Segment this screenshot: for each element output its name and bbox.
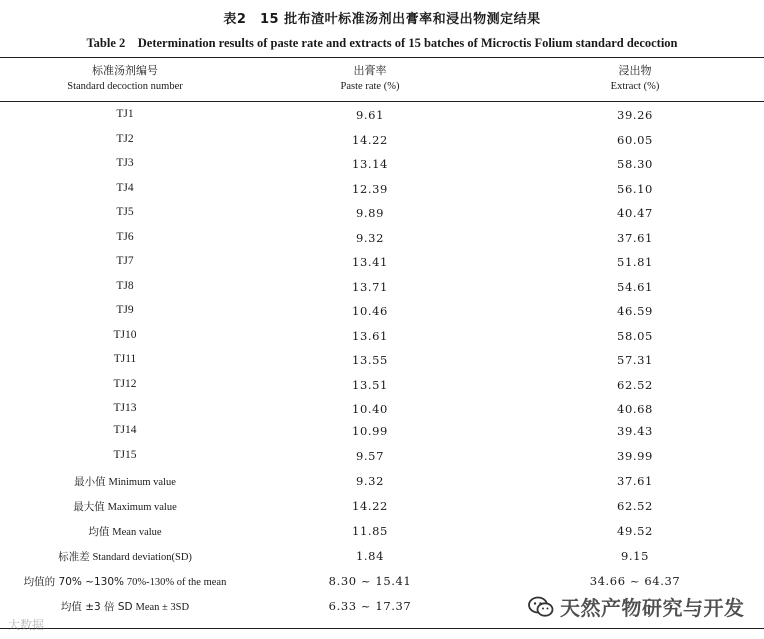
header-en: Standard decoction number [67, 81, 183, 92]
stat-label-en: 70%-130% of the mean [126, 577, 227, 588]
table-title-cn: 表2 15 批布渣叶标准汤剂出膏率和浸出物测定结果 [223, 12, 541, 27]
stat-label [0, 574, 250, 589]
stat-label-en: Mean ± 3SD [135, 602, 190, 613]
table-title-en: Table 2 Determination results of paste rate and extracts of 15 batches of Microctis Folium standard decoction [86, 36, 678, 50]
stat-label [0, 549, 250, 564]
row-paste-rate: 13.14 [352, 157, 388, 171]
row-extract: 46.59 [617, 304, 653, 318]
header-paste-rate [290, 63, 450, 95]
row-id: TJ4 [116, 181, 134, 194]
row-id: TJ9 [116, 304, 134, 316]
stat-paste-rate: 1.84 [355, 549, 384, 563]
header-en: Paste rate (%) [340, 81, 400, 92]
stat-label [0, 599, 250, 614]
row-paste-rate: 9.32 [355, 230, 384, 245]
row-extract: 60.05 [617, 132, 653, 147]
row-extract: 58.05 [617, 328, 653, 343]
table-row [0, 133, 764, 155]
table-bottom-rule [0, 628, 764, 629]
header-en: Extract (%) [610, 81, 660, 92]
stat-extract: 37.61 [617, 474, 653, 488]
table-row [0, 402, 764, 424]
header-cn: 浸出物 [618, 64, 652, 77]
stat-label-en: Maximum value [107, 502, 177, 513]
row-id: TJ7 [116, 255, 134, 267]
table-row [0, 304, 764, 326]
table-row [0, 280, 764, 302]
table-row [0, 231, 764, 253]
row-extract: 40.47 [617, 206, 653, 220]
row-paste-rate: 13.61 [352, 328, 388, 343]
row-id: TJ15 [113, 449, 137, 461]
watermark [528, 592, 745, 623]
stat-label-cn: 均值 ±3 倍 SD [60, 601, 133, 613]
row-id: TJ11 [113, 353, 137, 365]
stat-paste-rate: 14.22 [352, 499, 388, 513]
stat-label [0, 499, 250, 514]
row-paste-rate: 13.71 [352, 279, 388, 294]
header-decoction-number [30, 63, 220, 95]
stat-label-en: Mean value [112, 527, 162, 538]
row-extract: 39.99 [617, 449, 653, 463]
row-paste-rate: 13.51 [352, 377, 388, 392]
stat-paste-rate: 6.33 ~ 17.37 [328, 599, 412, 613]
row-paste-rate: 10.99 [352, 424, 388, 438]
table-row [0, 449, 764, 471]
table-row [0, 255, 764, 277]
watermark-text: 天然产物研究与开发 [560, 596, 745, 620]
row-id: TJ2 [116, 132, 134, 145]
stat-extract: 34.66 ~ 64.37 [589, 574, 681, 588]
stat-label-cn: 标准差 [58, 551, 90, 563]
row-paste-rate: 13.55 [352, 353, 388, 367]
row-extract: 39.43 [617, 424, 653, 438]
table-row [0, 182, 764, 204]
row-paste-rate: 9.57 [355, 449, 384, 463]
table-row [0, 424, 764, 446]
table-row [0, 353, 764, 375]
row-extract: 40.68 [617, 402, 653, 416]
table-row [0, 378, 764, 400]
table-top-rule [0, 57, 764, 58]
row-id: TJ10 [113, 328, 137, 341]
row-id: TJ14 [113, 424, 137, 436]
row-paste-rate: 10.46 [352, 304, 388, 318]
row-extract: 56.10 [617, 181, 653, 196]
wechat-icon [528, 596, 554, 623]
row-extract: 51.81 [617, 255, 653, 269]
stat-extract: 49.52 [617, 524, 653, 538]
header-extract [560, 63, 710, 95]
header-cn: 出膏率 [353, 64, 387, 77]
row-extract: 37.61 [617, 230, 653, 245]
table-row [0, 206, 764, 228]
row-paste-rate: 10.40 [352, 402, 388, 416]
header-cn: 标准汤剂编号 [92, 64, 158, 77]
stat-row-maximum [0, 499, 764, 521]
stat-label-en: Standard deviation(SD) [92, 552, 192, 563]
header-rule [0, 101, 764, 102]
stat-label-en: Minimum value [108, 477, 176, 488]
row-paste-rate: 9.61 [355, 108, 384, 122]
table-row [0, 108, 764, 130]
row-extract: 58.30 [617, 157, 653, 171]
stat-paste-rate: 8.30 ~ 15.41 [328, 574, 412, 588]
row-paste-rate: 13.41 [352, 255, 388, 269]
row-paste-rate: 9.89 [355, 206, 384, 220]
row-id: TJ3 [116, 157, 134, 169]
stat-label [0, 474, 250, 489]
stat-extract: 9.15 [620, 549, 649, 563]
stat-paste-rate: 9.32 [355, 474, 384, 488]
row-paste-rate: 14.22 [352, 132, 388, 147]
table-row [0, 329, 764, 351]
row-id: TJ8 [116, 279, 134, 292]
stat-row-minimum [0, 474, 764, 496]
row-extract: 54.61 [617, 279, 653, 294]
row-extract: 39.26 [617, 108, 653, 122]
stat-extract: 62.52 [617, 499, 653, 513]
table-row [0, 157, 764, 179]
row-extract: 62.52 [617, 377, 653, 392]
stat-paste-rate: 11.85 [352, 524, 388, 538]
stat-label [0, 524, 250, 539]
row-paste-rate: 12.39 [352, 181, 388, 196]
row-extract: 57.31 [617, 353, 653, 367]
row-id: TJ13 [113, 402, 137, 414]
stat-row-mean [0, 524, 764, 546]
stat-label-cn: 均值的 70% ~130% [23, 576, 125, 588]
stat-label-cn: 最小值 [74, 476, 106, 488]
row-id: TJ12 [113, 377, 137, 390]
stat-label-cn: 均值 [88, 526, 110, 538]
stat-row-sd [0, 549, 764, 571]
row-id: TJ6 [116, 230, 134, 243]
watermark-left: 大数据 [8, 618, 45, 632]
stat-label-cn: 最大值 [73, 501, 105, 513]
row-id: TJ5 [116, 206, 134, 218]
row-id: TJ1 [116, 108, 134, 120]
